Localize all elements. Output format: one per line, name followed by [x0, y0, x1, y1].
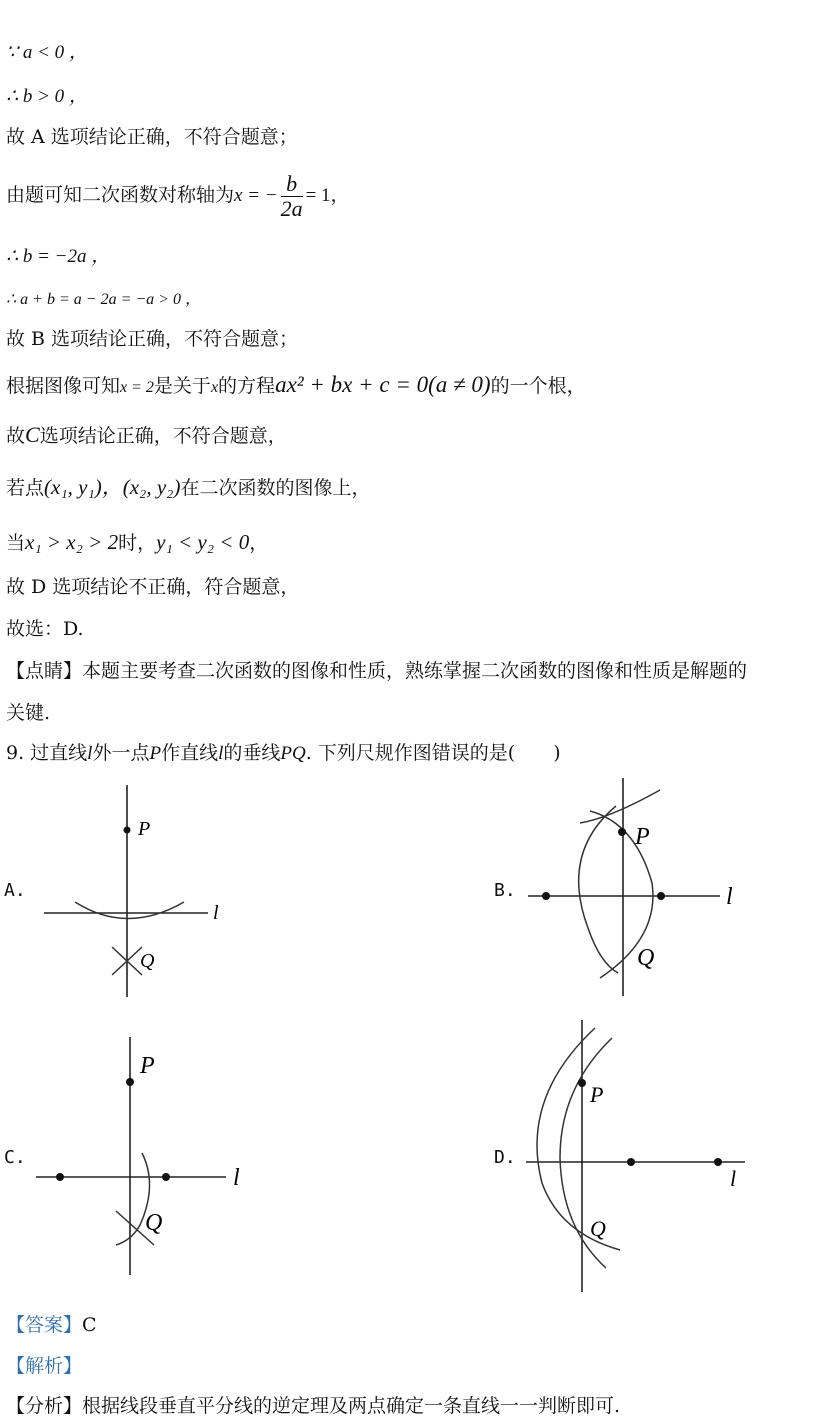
text-line-1: ∵ a < 0 ， [6, 42, 88, 63]
q9-d: P [149, 743, 162, 764]
text-line-8 [6, 373, 586, 400]
l11-d: y₁ < y₂ < 0 [156, 530, 250, 554]
text-line-11 [6, 530, 268, 555]
label-q: Q [145, 1210, 163, 1236]
l10-c: 在二次函数的图像上， [180, 477, 371, 499]
text-line-14: 【点睛】本题主要考查二次函数的图像和性质，熟练掌握二次函数的图像和性质是解题的 [6, 660, 748, 682]
point [162, 1173, 170, 1181]
analysis-tag: 【解析】 [6, 1355, 83, 1377]
analysis-line [6, 1354, 82, 1378]
answer-tag: 【答案】 [6, 1314, 83, 1336]
l8-a: 根据图像可知 [6, 375, 121, 397]
point-p [618, 828, 626, 836]
fenxi-text: 根据线段垂直平分线的逆定理及两点确定一条直线一一判断即可. [82, 1395, 621, 1417]
label-l: l [233, 1165, 240, 1191]
text-line-7: 故 B 选项结论正确，不符合题意； [6, 328, 299, 350]
point [56, 1173, 64, 1181]
point [627, 1158, 635, 1166]
arc [75, 902, 184, 919]
q9-a: 9. 过直线 [6, 742, 88, 764]
point-p [578, 1079, 586, 1087]
l8-d: x [210, 379, 219, 396]
label-p: P [138, 818, 151, 840]
fraction-denominator: 2a [280, 195, 303, 221]
option-c-label: C. [4, 1147, 26, 1168]
answer-line [6, 1313, 97, 1337]
figure-a [30, 785, 250, 1000]
fraction-numerator: b [281, 172, 303, 197]
label-q: Q [637, 945, 655, 971]
arc [537, 1028, 620, 1250]
fraction [281, 172, 303, 221]
q9-b: l [87, 743, 93, 764]
text-line-6: ∴ a + b = a − 2a = −a > 0 ， [6, 291, 201, 308]
option-b-label: B. [494, 880, 516, 901]
point-p [126, 1078, 134, 1086]
answer-value: C [82, 1314, 97, 1336]
q9-c: 外一点 [92, 742, 150, 764]
label-p: P [140, 1053, 155, 1079]
text-line-2: ∴ b > 0 ， [6, 86, 88, 107]
l8-c: 是关于 [153, 375, 211, 397]
l11-e: ， [249, 532, 269, 554]
l9-c: 选项结论正确，不符合题意， [39, 425, 287, 447]
q9-g: 的垂线 [223, 742, 281, 764]
arc [580, 790, 660, 823]
label-p: P [590, 1082, 604, 1107]
l9-b: C [25, 422, 40, 447]
point [657, 892, 665, 900]
text-line-13: 故选：D. [6, 618, 84, 640]
point [542, 892, 550, 900]
text-line-3: 故 A 选项结论正确，不符合题意； [6, 126, 298, 148]
q9-e: 作直线 [161, 742, 219, 764]
text-line-9 [6, 423, 287, 448]
figure-c [30, 1035, 260, 1280]
text-line-4 [6, 165, 350, 226]
l8-g: 的一个根， [490, 375, 586, 397]
point [714, 1158, 722, 1166]
q9-i: . 下列尺规作图错误的是( ) [305, 742, 561, 764]
fenxi-line [6, 1394, 620, 1418]
l10-b: (x₁, y₁)，(x₂, y₂) [44, 475, 181, 499]
option-d-label: D. [494, 1147, 516, 1168]
l11-c: 时， [118, 532, 157, 554]
label-q: Q [140, 950, 155, 972]
text-line-5: ∴ b = −2a ， [6, 246, 111, 267]
l11-a: 当 [6, 532, 26, 554]
l10-a: 若点 [6, 477, 45, 499]
l8-e: 的方程 [218, 375, 276, 397]
fenxi-tag: 【分析】 [6, 1395, 83, 1417]
label-l: l [213, 902, 219, 924]
text-line-4-prefix: 由题可知二次函数对称轴为 [6, 184, 235, 206]
label-l: l [726, 884, 733, 910]
point-p [124, 827, 131, 834]
label-p: P [635, 824, 650, 850]
text-line-12: 故 D 选项结论不正确，符合题意， [6, 576, 300, 598]
text-line-15: 关键. [6, 702, 51, 724]
formula-tail: = 1， [305, 185, 350, 206]
figure-b [520, 778, 750, 1000]
question-9 [6, 741, 561, 766]
figure-d [520, 1018, 750, 1296]
l8-f: ax² + bx + c = 0(a ≠ 0) [275, 372, 491, 397]
option-a-label: A. [4, 880, 26, 901]
label-q: Q [590, 1216, 606, 1241]
l11-b: x₁ > x₂ > 2 [25, 530, 119, 554]
formula-x: x = − [234, 185, 278, 206]
label-l: l [730, 1166, 737, 1191]
l9-a: 故 [6, 425, 26, 447]
q9-f: l [218, 743, 224, 764]
arc [579, 806, 618, 973]
l8-b: x = 2 [120, 379, 154, 396]
q9-h: PQ [280, 743, 306, 764]
text-line-10 [6, 475, 371, 500]
